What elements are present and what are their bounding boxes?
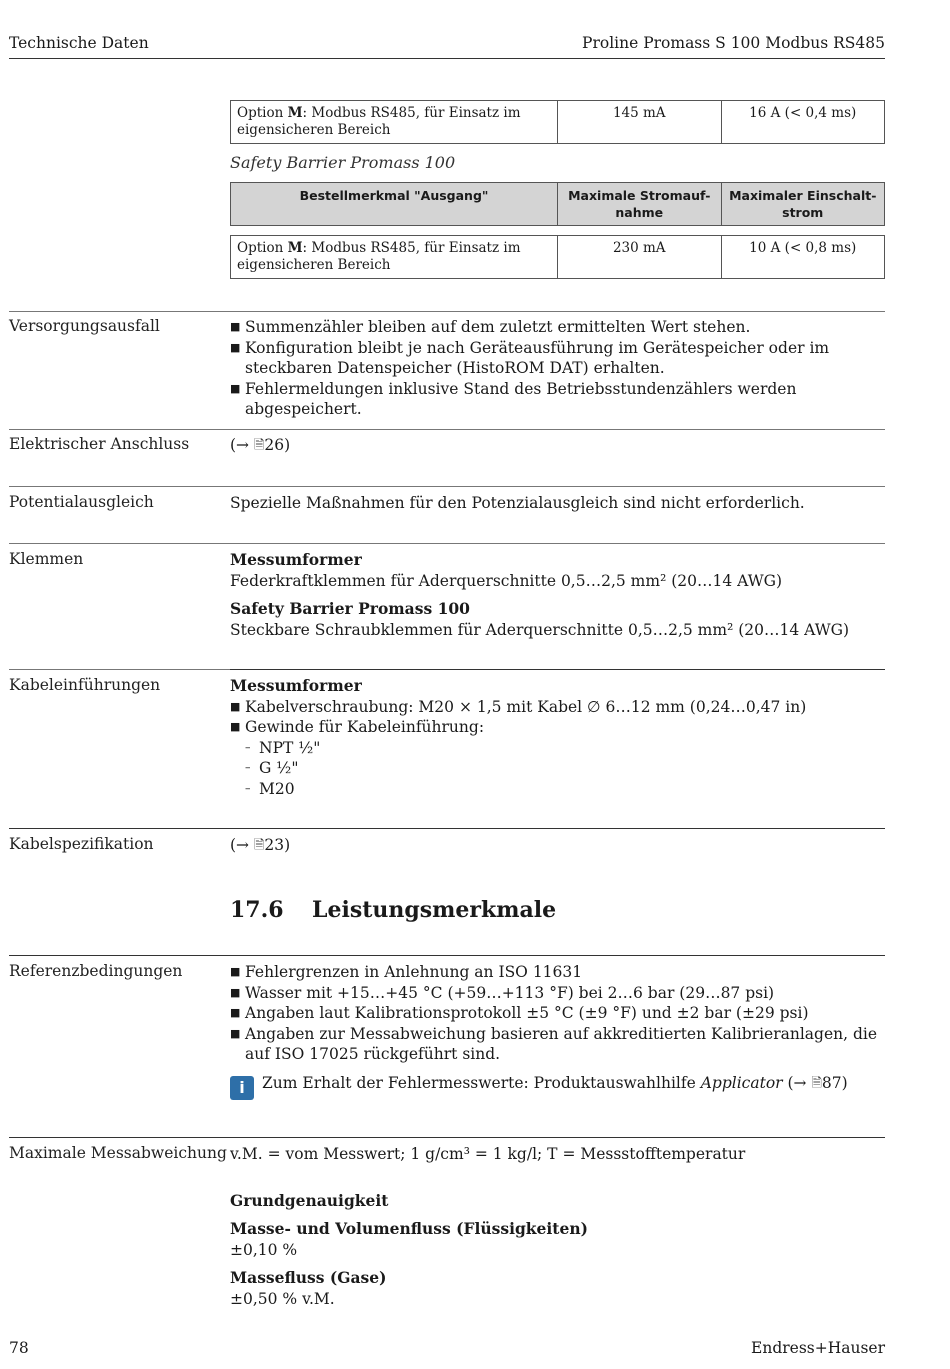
- list-item: ■ Angaben laut Kalibrationsprotokoll ±5 °C (±9 °F) und ±2 bar (±29 psi): [230, 1003, 885, 1024]
- sub-list-item: – G ½": [230, 758, 885, 779]
- label-kabelspezifikation: Kabelspezifikation: [9, 835, 154, 853]
- table-cell-inrush: 16 A (< 0,4 ms): [721, 101, 885, 144]
- page-reference-link[interactable]: 87: [821, 1073, 842, 1092]
- applicator-link[interactable]: Applicator: [700, 1073, 783, 1092]
- paragraph: ±0,50 % v.M.: [230, 1289, 335, 1308]
- list-item: ■ Gewinde für Kabeleinführung: – NPT ½" – G ½" – M20: [230, 717, 885, 799]
- page-icon: 🗎: [253, 438, 265, 453]
- table-header-current: Maximale Stromauf-nahme: [558, 183, 722, 226]
- label-potentialausgleich: Potentialausgleich: [9, 493, 154, 511]
- label-referenzbedingungen: Referenzbedingungen: [9, 962, 183, 980]
- subheading: Massefluss (Gase): [230, 1268, 387, 1287]
- table-cell-current: 145 mA: [558, 101, 722, 144]
- divider: [9, 669, 230, 670]
- content-maximale-messabweichung: [230, 1144, 885, 1309]
- info-note: i Zum Erhalt der Fehlermesswerte: Produktauswahlhilfe Applicator (→ 🗎87): [230, 1073, 885, 1100]
- header-product: Proline Promass S 100 Modbus RS485: [582, 34, 885, 52]
- table-row: [231, 236, 885, 279]
- header-chapter: Technische Daten: [9, 34, 149, 52]
- label-kabeleinfuehrungen: Kabeleinführungen: [9, 676, 161, 694]
- power-table-barrier: [230, 182, 885, 226]
- divider: [9, 543, 885, 544]
- section-title: Leistungsmerkmale: [312, 897, 557, 923]
- paragraph: v.M. = vom Messwert; 1 g/cm³ = 1 kg/l; T = Messstofftemperatur: [230, 1145, 746, 1163]
- page-icon: 🗎: [811, 1075, 822, 1091]
- content-potentialausgleich: Spezielle Maßnahmen für den Potenzialausgleich sind nicht erforderlich.: [230, 494, 805, 512]
- info-icon: i: [230, 1076, 254, 1100]
- paragraph: Steckbare Schraubklemmen für Aderquerschnitte 0,5…2,5 mm² (20…14 AWG): [230, 620, 850, 639]
- power-table-barrier-body: [230, 235, 885, 279]
- content-kabeleinfuehrungen: [230, 676, 885, 799]
- sub-list-item: – NPT ½": [230, 738, 885, 759]
- table-caption: Safety Barrier Promass 100: [230, 153, 456, 172]
- power-table-transmitter: [230, 100, 885, 144]
- label-maximale-messabweichung: Maximale Messabweichung: [9, 1144, 227, 1162]
- label-klemmen: Klemmen: [9, 550, 84, 568]
- page-number: 78: [9, 1339, 29, 1357]
- divider: [9, 311, 885, 312]
- table-header-order: Bestellmerkmal "Ausgang": [231, 183, 558, 226]
- table-row: [231, 101, 885, 144]
- content-versorgungsausfall: [230, 317, 885, 420]
- list-item: ■ Konfiguration bleibt je nach Geräteausführung im Gerätespeicher oder im steckbaren Datenspeicher (HistoROM DAT) erhalten.: [230, 338, 885, 379]
- section-heading: [230, 897, 556, 923]
- table-cell-current: 230 mA: [558, 236, 722, 279]
- divider: [9, 486, 885, 487]
- list-item: ■ Angaben zur Messabweichung basieren auf akkreditierten Kalibrieranlagen, die auf ISO 17025 rückgeführt sind.: [230, 1024, 885, 1065]
- page-icon: 🗎: [253, 838, 265, 853]
- table-cell-inrush: 10 A (< 0,8 ms): [721, 236, 885, 279]
- content-kabelspezifikation: (→ 🗎23): [230, 835, 885, 857]
- list-item: ■ Wasser mit +15…+45 °C (+59…+113 °F) bei 2…6 bar (29…87 psi): [230, 983, 885, 1004]
- divider: [9, 955, 885, 956]
- subheading: Safety Barrier Promass 100: [230, 599, 470, 618]
- table-header-inrush: Maximaler Einschalt-strom: [721, 183, 885, 226]
- table-header-row: [231, 183, 885, 226]
- subheading: Messumformer: [230, 550, 362, 569]
- list-item: ■ Fehlergrenzen in Anlehnung an ISO 11631: [230, 962, 885, 983]
- section-number: 17.6: [230, 897, 284, 923]
- list-item: ■ Kabelverschraubung: M20 × 1,5 mit Kabel ∅ 6…12 mm (0,24…0,47 in): [230, 697, 885, 718]
- page-reference-link[interactable]: 23: [264, 836, 285, 854]
- label-elektrischer-anschluss: Elektrischer Anschluss: [9, 435, 190, 453]
- divider: [230, 669, 885, 670]
- content-referenzbedingungen: [230, 962, 885, 1100]
- table-cell-option: Option M: Modbus RS485, für Einsatz im eigensicheren Bereich: [231, 101, 558, 144]
- divider: [9, 828, 885, 829]
- page-reference-link[interactable]: 26: [264, 436, 285, 454]
- page-header: [9, 34, 885, 59]
- paragraph: ±0,10 %: [230, 1240, 298, 1259]
- subheading: Masse- und Volumenfluss (Flüssigkeiten): [230, 1219, 588, 1238]
- footer-brand: Endress+Hauser: [751, 1339, 885, 1357]
- sub-list-item: – M20: [230, 779, 885, 800]
- subheading: Grundgenauigkeit: [230, 1190, 389, 1210]
- paragraph: Federkraftklemmen für Aderquerschnitte 0,5…2,5 mm² (20…14 AWG): [230, 571, 783, 590]
- list-item: ■ Summenzähler bleiben auf dem zuletzt ermittelten Wert stehen.: [230, 317, 885, 338]
- content-elektrischer-anschluss: (→ 🗎26): [230, 435, 885, 457]
- divider: [9, 1137, 885, 1138]
- table-cell-option: Option M: Modbus RS485, für Einsatz im eigensicheren Bereich: [231, 236, 558, 279]
- list-item: ■ Fehlermeldungen inklusive Stand des Betriebsstundenzählers werden abgespeichert.: [230, 379, 885, 420]
- subheading: Messumformer: [230, 676, 362, 695]
- content-klemmen: [230, 550, 885, 640]
- label-versorgungsausfall: Versorgungsausfall: [9, 317, 160, 335]
- divider: [9, 429, 885, 430]
